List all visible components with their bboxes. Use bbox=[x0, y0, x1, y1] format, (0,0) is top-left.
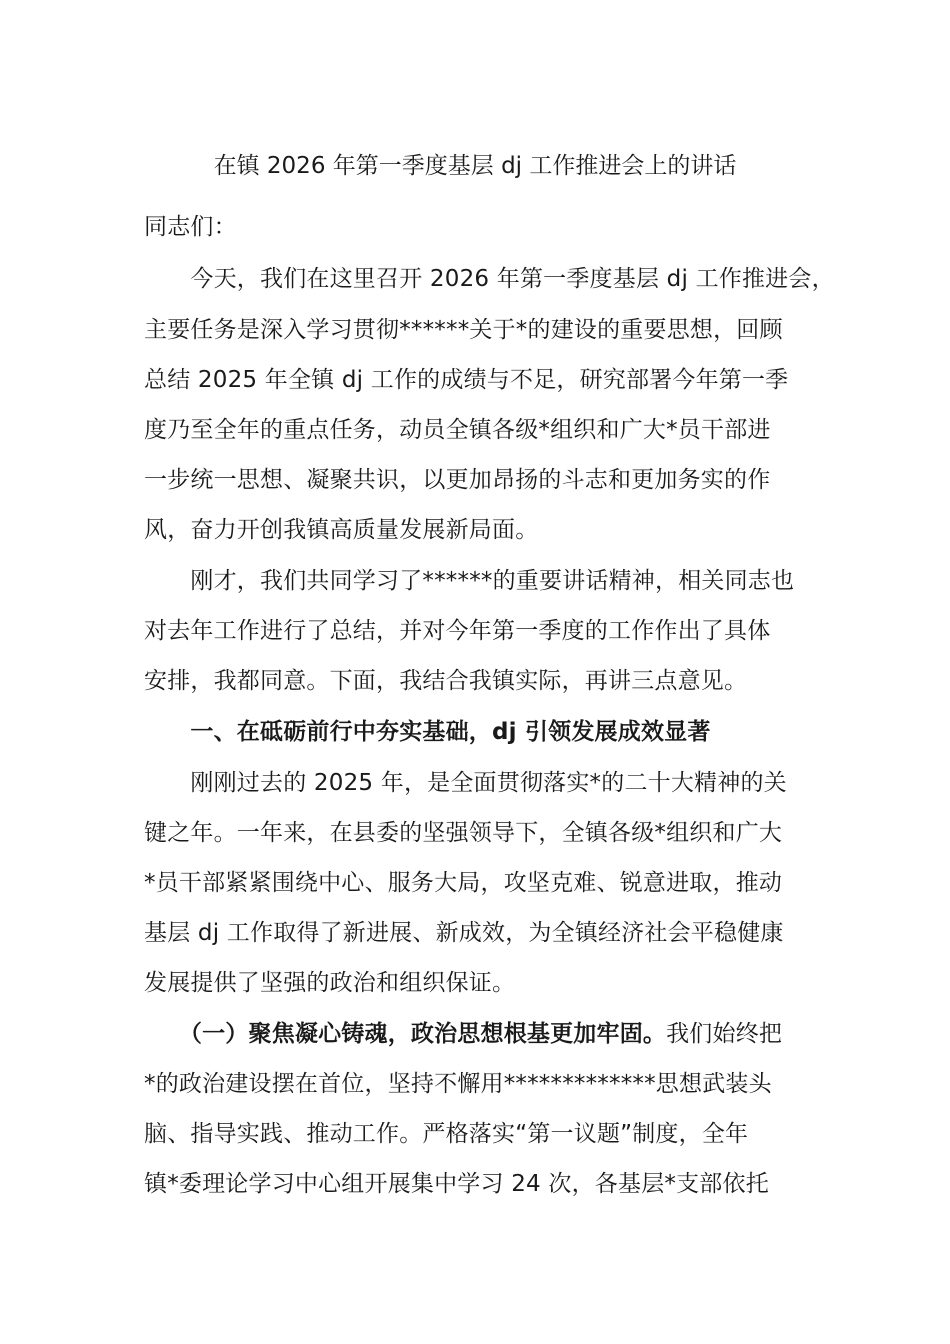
paragraph-line: 镇*委理论学习中心组开展集中学习 24 次，各基层*支部依托 bbox=[144, 1171, 769, 1197]
paragraph-line: 总结 2025 年全镇 dj 工作的成绩与不足，研究部署今年第一季 bbox=[144, 367, 789, 393]
subsection-heading: （一）聚焦凝心铸魂，政治思想根基更加牢固。 bbox=[144, 1021, 667, 1047]
paragraph-line: 发展提供了坚强的政治和组织保证。 bbox=[144, 970, 516, 996]
paragraph-line: 键之年。一年来，在县委的坚强领导下，全镇各级*组织和广大 bbox=[144, 820, 783, 846]
paragraph-line: 安排，我都同意。下面，我结合我镇实际，再讲三点意见。 bbox=[144, 668, 748, 694]
paragraph-line: 风，奋力开创我镇高质量发展新局面。 bbox=[144, 517, 539, 543]
section-heading: 一、在砥砺前行中夯实基础，dj 引领发展成效显著 bbox=[144, 719, 711, 745]
paragraph-line: *的政治建设摆在首位，坚持不懈用*************思想武装头 bbox=[144, 1071, 772, 1097]
document-title: 在镇 2026 年第一季度基层 dj 工作推进会上的讲话 bbox=[213, 153, 737, 179]
paragraph-line: *员干部紧紧围绕中心、服务大局，攻坚克难、锐意进取，推动 bbox=[144, 870, 783, 896]
subsection-text: 我们始终把 bbox=[666, 1021, 783, 1047]
paragraph-line: 基层 dj 工作取得了新进展、新成效，为全镇经济社会平稳健康 bbox=[144, 920, 784, 946]
paragraph-line: 度乃至全年的重点任务，动员全镇各级*组织和广大*员干部进 bbox=[144, 417, 771, 443]
paragraph-line: 刚才，我们共同学习了******的重要讲话精神，相关同志也 bbox=[144, 568, 795, 594]
paragraph-line: 今天，我们在这里召开 2026 年第一季度基层 dj 工作推进会， bbox=[144, 266, 835, 292]
paragraph-line: 刚刚过去的 2025 年，是全面贯彻落实*的二十大精神的关 bbox=[144, 770, 787, 796]
paragraph-line: 一步统一思想、凝聚共识，以更加昂扬的斗志和更加务实的作 bbox=[144, 467, 771, 493]
paragraph-line: 脑、指导实践、推动工作。严格落实“第一议题”制度，全年 bbox=[144, 1121, 749, 1147]
paragraph-line: 主要任务是深入学习贯彻******关于*的建设的重要思想，回顾 bbox=[144, 317, 783, 343]
subsection-line bbox=[144, 1014, 782, 1054]
paragraph-line: 对去年工作进行了总结，并对今年第一季度的工作作出了具体 bbox=[144, 618, 771, 644]
salutation: 同志们： bbox=[144, 214, 237, 240]
